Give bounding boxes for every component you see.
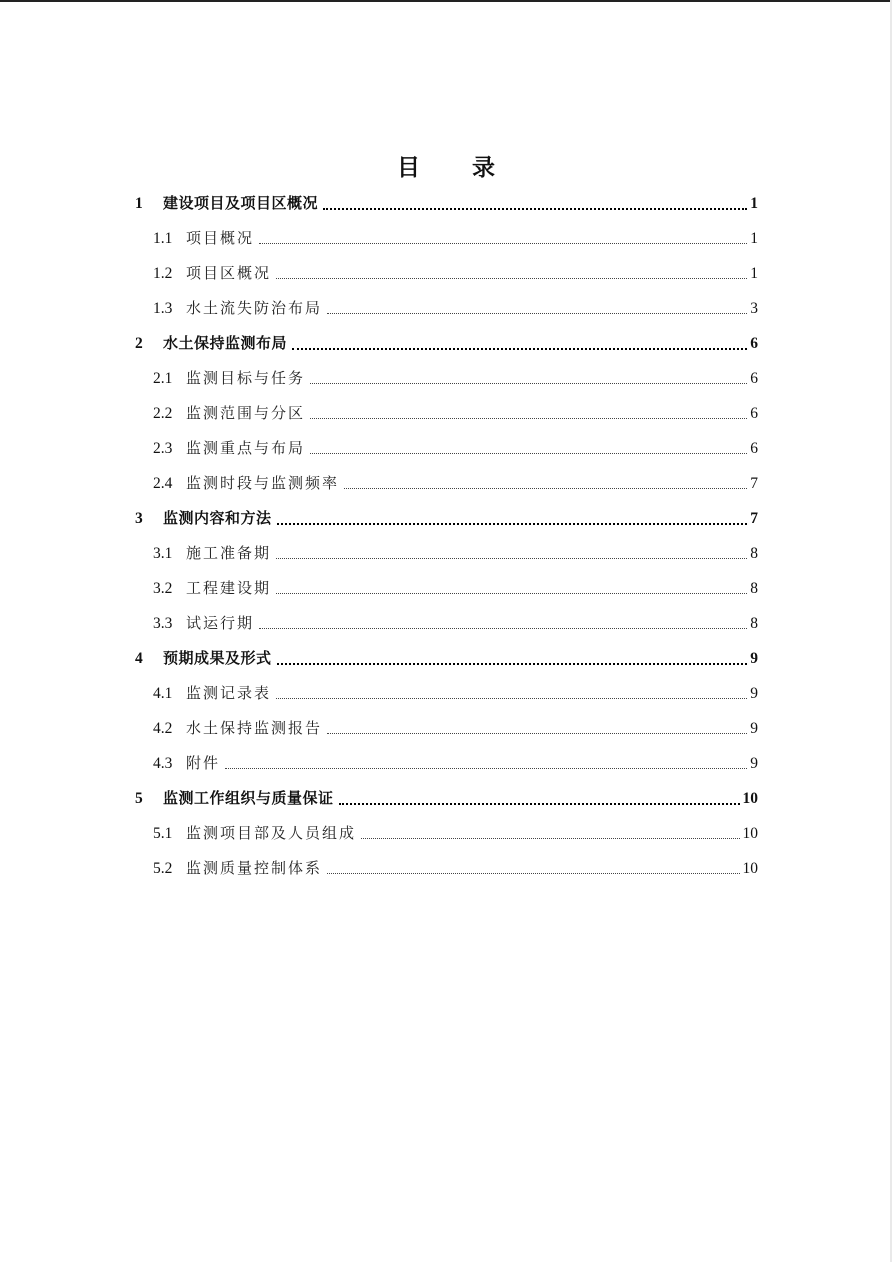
- toc-page-number: 1: [750, 195, 758, 212]
- toc-dot-leader: [310, 396, 747, 431]
- toc-section-entry[interactable]: [0, 291, 892, 326]
- toc-dot-leader: [225, 746, 747, 781]
- toc-entry-number: 1.1: [153, 230, 173, 247]
- toc-chapter-entry[interactable]: [0, 641, 892, 676]
- toc-entry-number: 5: [135, 790, 143, 807]
- toc-entry-label: 监测项目部及人员组成: [186, 824, 357, 842]
- toc-entry-label: 试运行期: [186, 614, 255, 632]
- toc-section-entry[interactable]: [0, 711, 892, 746]
- toc-entry-line: [163, 326, 758, 361]
- toc-entry-label: 水土流失防治布局: [186, 299, 323, 317]
- toc-section-entry[interactable]: [0, 816, 892, 851]
- toc-dot-leader: [310, 361, 747, 396]
- toc-entry-line: [186, 361, 758, 396]
- toc-entry-number: 4.2: [153, 720, 173, 737]
- toc-dot-leader: [310, 431, 747, 466]
- toc-entry-label: 施工准备期: [186, 544, 272, 562]
- toc-chapter-entry[interactable]: [0, 326, 892, 361]
- toc-entry-label: 监测时段与监测频率: [186, 474, 340, 492]
- toc-entry-line: [186, 291, 758, 326]
- toc-entry-line: [186, 676, 758, 711]
- toc-page-number: 1: [750, 230, 758, 247]
- toc-entry-label: 项目概况: [186, 229, 255, 247]
- toc-page-number: 8: [750, 615, 758, 632]
- toc-entry-number: 3.2: [153, 580, 173, 597]
- toc-section-entry[interactable]: [0, 746, 892, 781]
- toc-page-number: 9: [750, 755, 758, 772]
- toc-entry-label: 工程建设期: [186, 579, 272, 597]
- toc-section-entry[interactable]: [0, 221, 892, 256]
- toc-dot-leader: [339, 781, 740, 816]
- toc-dot-leader: [276, 256, 747, 291]
- toc-section-entry[interactable]: [0, 676, 892, 711]
- toc-entry-label: 监测记录表: [186, 684, 272, 702]
- toc-entry-line: [186, 221, 758, 256]
- toc-page-number: 9: [750, 685, 758, 702]
- toc-section-entry[interactable]: [0, 606, 892, 641]
- toc-section-entry[interactable]: [0, 536, 892, 571]
- toc-dot-leader: [277, 501, 748, 536]
- toc-dot-leader: [327, 291, 747, 326]
- toc-entry-number: 4: [135, 650, 143, 667]
- page-top-border: [0, 0, 892, 2]
- toc-page-number: 10: [742, 790, 758, 807]
- toc-entry-label: 附件: [186, 754, 221, 772]
- toc-entry-number: 5.2: [153, 860, 173, 877]
- toc-dot-leader: [276, 536, 747, 571]
- toc-entry-number: 2.4: [153, 475, 173, 492]
- toc-chapter-entry[interactable]: [0, 186, 892, 221]
- toc-entry-number: 5.1: [153, 825, 173, 842]
- toc-entry-line: [186, 816, 758, 851]
- toc-entry-number: 3: [135, 510, 143, 527]
- toc-dot-leader: [259, 606, 747, 641]
- toc-dot-leader: [276, 676, 747, 711]
- toc-page-number: 9: [750, 650, 758, 667]
- toc-entry-number: 4.1: [153, 685, 173, 702]
- toc-entry-line: [163, 501, 758, 536]
- toc-page-number: 8: [750, 580, 758, 597]
- toc-section-entry[interactable]: [0, 851, 892, 886]
- toc-title: 目 录: [396, 155, 517, 181]
- toc-page-number: 8: [750, 545, 758, 562]
- toc-entry-number: 3.3: [153, 615, 173, 632]
- toc-entry-number: 2: [135, 335, 143, 352]
- toc-entry-label: 水土保持监测报告: [186, 719, 323, 737]
- toc-dot-leader: [292, 326, 747, 361]
- toc-entry-label: 监测范围与分区: [186, 404, 306, 422]
- toc-section-entry[interactable]: [0, 571, 892, 606]
- toc-dot-leader: [327, 851, 739, 886]
- toc-entry-label: 监测重点与布局: [186, 439, 306, 457]
- toc-entry-label: 预期成果及形式: [163, 649, 272, 667]
- toc-page-number: 6: [750, 335, 758, 352]
- toc-entry-line: [186, 711, 758, 746]
- toc-entry-number: 1.2: [153, 265, 173, 282]
- toc-entry-number: 1: [135, 195, 143, 212]
- toc-entry-label: 监测质量控制体系: [186, 859, 323, 877]
- toc-entry-number: 2.1: [153, 370, 173, 387]
- toc-page-number: 10: [742, 825, 758, 842]
- toc-page-number: 7: [750, 510, 758, 527]
- toc-entry-number: 2.2: [153, 405, 173, 422]
- toc-entry-line: [186, 396, 758, 431]
- toc-page-number: 6: [750, 440, 758, 457]
- toc-entry-line: [163, 186, 758, 221]
- toc-entry-line: [186, 571, 758, 606]
- toc-entry-number: 2.3: [153, 440, 173, 457]
- toc-section-entry[interactable]: [0, 466, 892, 501]
- toc-section-entry[interactable]: [0, 256, 892, 291]
- toc-section-entry[interactable]: [0, 396, 892, 431]
- toc-section-entry[interactable]: [0, 361, 892, 396]
- toc-dot-leader: [323, 186, 747, 221]
- toc-entry-number: 1.3: [153, 300, 173, 317]
- toc-entry-number: 3.1: [153, 545, 173, 562]
- toc-dot-leader: [259, 221, 747, 256]
- toc-entry-label: 监测内容和方法: [163, 509, 272, 527]
- toc-chapter-entry[interactable]: [0, 781, 892, 816]
- toc-entry-label: 建设项目及项目区概况: [163, 194, 319, 212]
- toc-page-number: 9: [750, 720, 758, 737]
- toc-page-number: 3: [750, 300, 758, 317]
- toc-page-number: 6: [750, 405, 758, 422]
- toc-chapter-entry[interactable]: [0, 501, 892, 536]
- toc-dot-leader: [276, 571, 747, 606]
- toc-dot-leader: [361, 816, 739, 851]
- toc-page-number: 10: [742, 860, 758, 877]
- toc-entry-label: 水土保持监测布局: [163, 334, 288, 352]
- toc-entry-label: 监测工作组织与质量保证: [163, 789, 334, 807]
- toc-entry-line: [163, 641, 758, 676]
- toc-entry-line: [186, 606, 758, 641]
- toc-entry-number: 4.3: [153, 755, 173, 772]
- toc-page-number: 1: [750, 265, 758, 282]
- toc-entry-line: [163, 781, 758, 816]
- toc-dot-leader: [327, 711, 747, 746]
- toc-entry-line: [186, 536, 758, 571]
- toc-entry-label: 监测目标与任务: [186, 369, 306, 387]
- toc-dot-leader: [344, 466, 747, 501]
- toc-dot-leader: [277, 641, 748, 676]
- toc-entry-line: [186, 256, 758, 291]
- toc-entry-line: [186, 431, 758, 466]
- toc-page-number: 7: [750, 475, 758, 492]
- toc-entry-line: [186, 851, 758, 886]
- toc-page-number: 6: [750, 370, 758, 387]
- toc-entry-line: [186, 466, 758, 501]
- toc-entry-line: [186, 746, 758, 781]
- toc-section-entry[interactable]: [0, 431, 892, 466]
- toc-entry-label: 项目区概况: [186, 264, 272, 282]
